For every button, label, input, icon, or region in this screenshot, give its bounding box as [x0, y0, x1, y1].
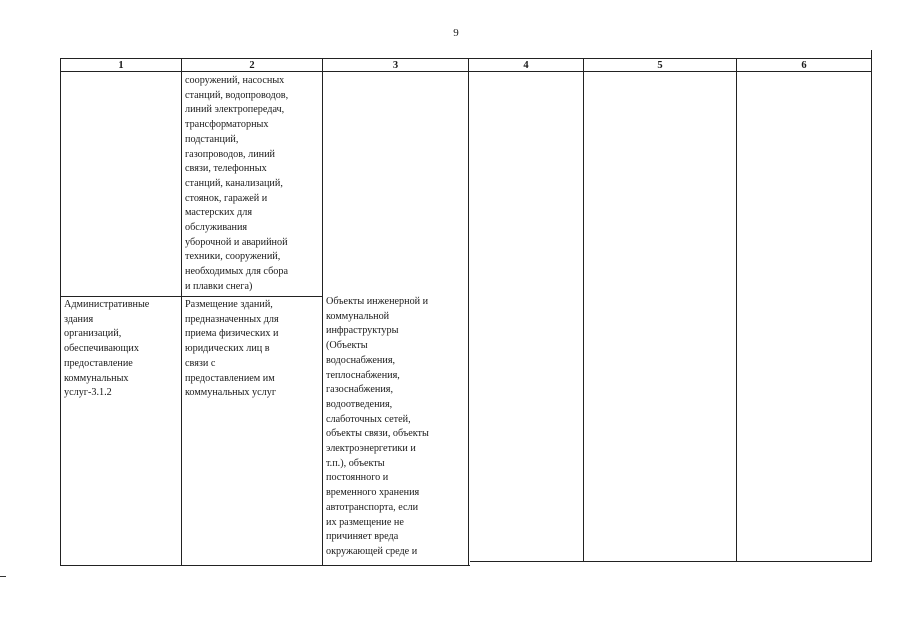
column-header-5: 5 — [657, 60, 663, 71]
column-border-1-2 — [181, 58, 182, 566]
table-cell-r2-c6 — [740, 298, 868, 398]
column-header-3: 3 — [392, 60, 399, 71]
table-cell-r2-c5 — [587, 298, 733, 398]
table-cell-r1-c1 — [64, 75, 180, 295]
table-cell-r2-c4 — [472, 298, 580, 398]
column-border-2-3 — [322, 58, 323, 566]
table-cell-r2-c1: Административные здания организаций, обеспечивающих предоставление коммунальных услуг-3.1.2 — [64, 299, 150, 399]
table-bottom-border — [60, 565, 470, 566]
table-cell-r2-c2: Размещение зданий, предназначенных для приема физических и юридических лиц в связи с предоставлением им коммунальных услуг — [185, 299, 279, 399]
table-cell-r2-c3: Объекты инженерной и коммунальной инфраструктуры (Объекты водоснабжения, теплоснабжения, газоснабжения, водоотведения, слаботочных сетей, объекты связи, объекты электроэнергетики и т.п.), объекты постоянного и временного хранения автотранспорта, если их размещение не причиняет вреда окружающей среде и — [326, 296, 429, 557]
column-header-6: 6 — [801, 60, 807, 71]
row-divider — [60, 296, 323, 297]
column-border-3-4 — [468, 58, 469, 566]
column-border-4-5 — [583, 58, 584, 562]
column-border-5-6 — [736, 58, 737, 562]
table-bottom-border-right — [470, 561, 872, 562]
page-number: 9 — [453, 27, 459, 39]
table-cell-r1-c2: сооружений, насосных станций, водопроводов, линий электропередач, трансформаторных подстанций, газопроводов, линий связи, телефонных станций, канализаций, стоянок, гаражей и мастерских для обслуживания уборочной и аварийной техники, сооружений, необходимых для сбора и плавки снега) — [185, 75, 289, 292]
table-cell-r1-c3 — [326, 75, 466, 295]
column-header-2: 2 — [249, 60, 255, 71]
column-border-right — [871, 50, 872, 562]
column-header-1: 1 — [118, 60, 124, 71]
column-header-4: 4 — [523, 60, 529, 71]
column-border-left — [60, 58, 61, 566]
